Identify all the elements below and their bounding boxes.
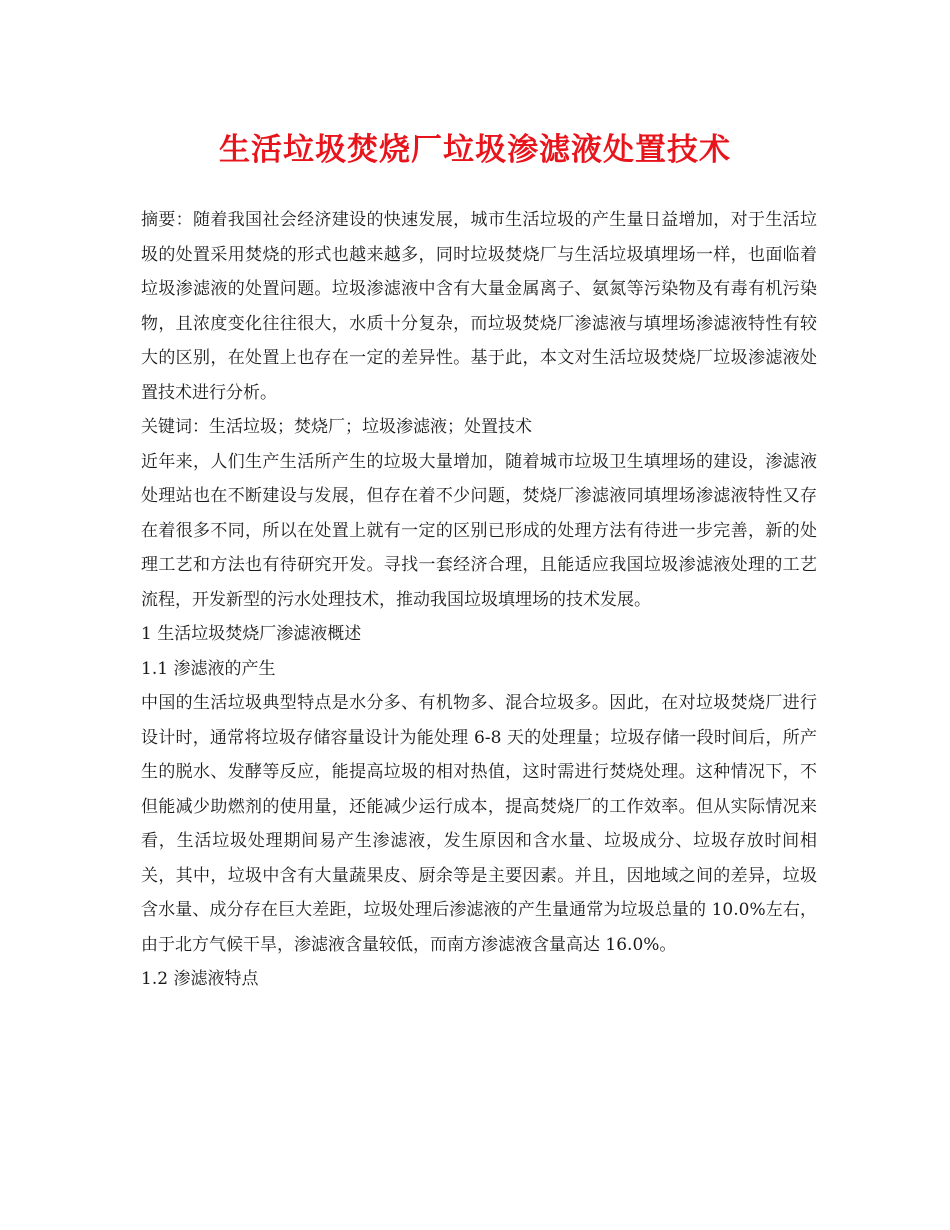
subsection-heading-1-2: 1.2 渗滤液特点 <box>141 969 259 989</box>
section-heading-1: 1 生活垃圾焚烧厂渗滤液概述 <box>141 624 362 644</box>
section-1-1-paragraph: 中国的生活垃圾典型特点是水分多、有机物多、混合垃圾多。因此，在对垃圾焚烧厂进行设计时，通常将垃圾存储容量设计为能处理 6-8 天的处理量；垃圾存储一段时间后，所产生的脱水、发酵等反应，能提高垃圾的相对热值，这时需进行焚烧处理。这种情况下，不但能减少助燃剂的使用量，还能减少运行成本，提高焚烧厂的工作效率。但从实际情况来看，生活垃圾处理期间易产生渗滤液，发生原因和含水量、垃圾成分、垃圾存放时间相关，其中，垃圾中含有大量蔬果皮、厨余等是主要因素。并且，因地域之间的差异，垃圾含水量、成分存在巨大差距，垃圾处理后渗滤液的产生量通常为垃圾总量的 10.0%左右，由于北方气候干旱，渗滤液含量较低，而南方渗滤液含量高达 16.0%。 <box>141 693 817 955</box>
keywords-line: 关键词：生活垃圾；焚烧厂；垃圾渗滤液；处置技术 <box>141 417 532 437</box>
document-body <box>141 203 817 997</box>
intro-paragraph: 近年来，人们生产生活所产生的垃圾大量增加，随着城市垃圾卫生填埋场的建设，渗滤液处理站也在不断建设与发展，但存在着不少问题，焚烧厂渗滤液同填埋场渗滤液特性又存在着很多不同，所以在处置上就有一定的区别已形成的处理方法有待进一步完善，新的处理工艺和方法也有待研究开发。寻找一套经济合理，且能适应我国垃圾渗滤液处理的工艺流程，开发新型的污水处理技术，推动我国垃圾填埋场的技术发展。 <box>141 451 817 610</box>
abstract-paragraph: 摘要：随着我国社会经济建设的快速发展，城市生活垃圾的产生量日益增加，对于生活垃圾的处置采用焚烧的形式也越来越多，同时垃圾焚烧厂与生活垃圾填埋场一样，也面临着垃圾渗滤液的处置问题。垃圾渗滤液中含有大量金属离子、氨氮等污染物及有毒有机污染物，且浓度变化往往很大，水质十分复杂，而垃圾焚烧厂渗滤液与填埋场渗滤液特性有较大的区别，在处置上也存在一定的差异性。基于此，本文对生活垃圾焚烧厂垃圾渗滤液处置技术进行分析。 <box>141 210 817 403</box>
subsection-heading-1-1: 1.1 渗滤液的产生 <box>141 658 276 679</box>
document-title: 生活垃圾焚烧厂垃圾渗滤液处置技术 <box>219 132 731 168</box>
